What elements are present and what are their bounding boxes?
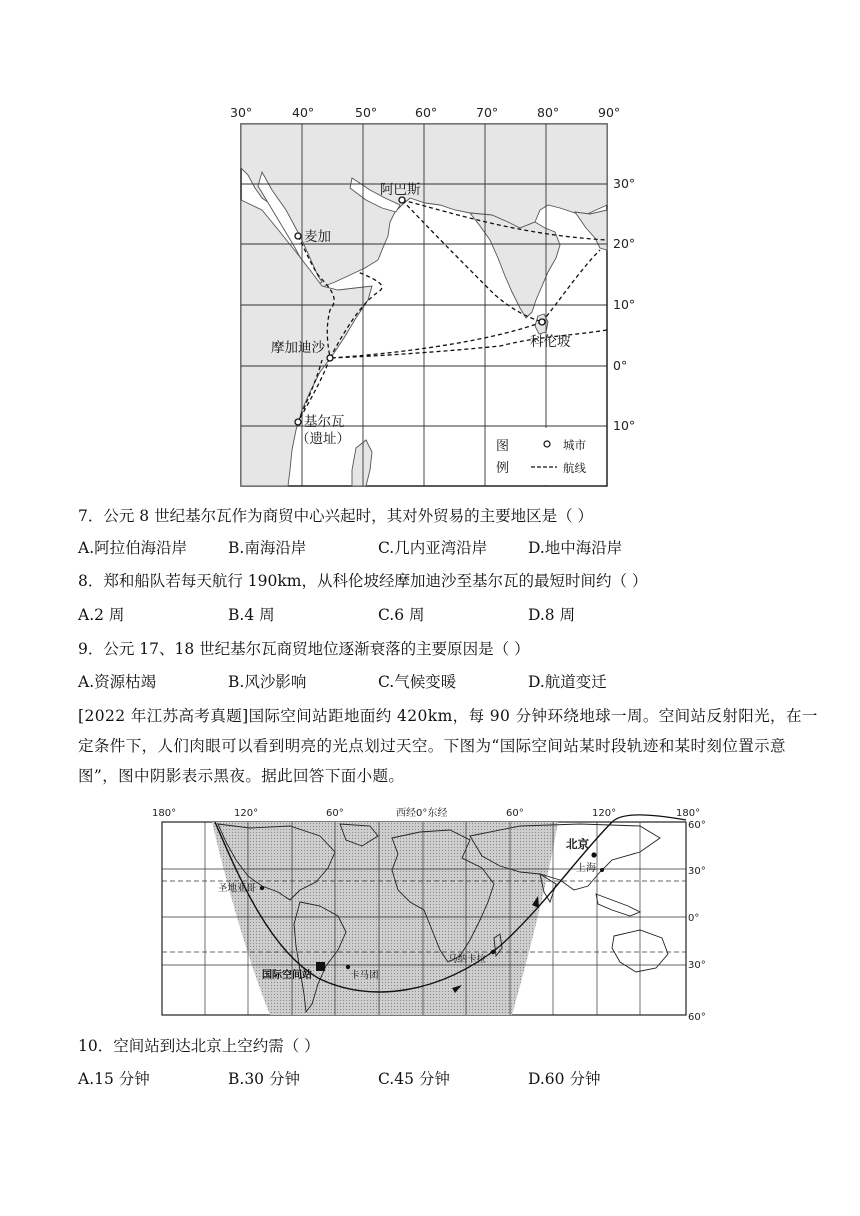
map2-lon-labels xyxy=(152,806,700,819)
iss-orbit-path-upper xyxy=(612,815,686,822)
map2-lon-label: 120° xyxy=(592,808,617,819)
option[interactable]: B.30 分钟 xyxy=(228,1070,300,1088)
map2-lon-label: 西经0°东经 xyxy=(396,808,448,819)
iss-orbit-map xyxy=(148,800,710,1022)
city-label-kilwa-note: （遗址） xyxy=(296,431,350,447)
map2-lat-label: 30° xyxy=(688,866,706,877)
map1-lat-label: 10° xyxy=(613,297,636,312)
map1-lon-label: 60° xyxy=(415,105,438,120)
legend-title-bottom: 例 xyxy=(496,461,510,476)
option[interactable]: C.6 周 xyxy=(378,606,425,624)
map2-lat-label: 30° xyxy=(688,960,706,971)
city-label-abbas: 阿巴斯 xyxy=(380,182,421,198)
map1-lon-label: 30° xyxy=(230,105,253,120)
city-label-mecca: 麦加 xyxy=(304,229,331,245)
city-label-colombo: 科伦坡 xyxy=(530,334,571,350)
map2-lon-label: 180° xyxy=(152,808,177,819)
city-marker xyxy=(327,355,333,361)
map1-lat-label: 0° xyxy=(613,358,628,373)
question-8: 8．郑和船队若每天航行 190km，从科伦坡经摩加迪沙至基尔瓦的最短时间约（ ） xyxy=(78,572,648,590)
map1-lon-labels xyxy=(230,105,620,120)
option[interactable]: D.8 周 xyxy=(528,606,576,624)
place-label-san-diego: 圣地亚哥 xyxy=(218,883,257,894)
option[interactable]: D.60 分钟 xyxy=(528,1070,601,1088)
map1-lat-label: 20° xyxy=(613,236,636,251)
city-marker xyxy=(295,419,301,425)
map2-lon-label: 60° xyxy=(326,808,344,819)
map2-lat-label: 60° xyxy=(688,1012,706,1022)
option[interactable]: A.2 周 xyxy=(78,606,125,624)
city-marker xyxy=(539,319,545,325)
map1-lon-label: 50° xyxy=(355,105,378,120)
city-marker xyxy=(295,233,301,239)
map2-lat-labels xyxy=(688,820,706,1022)
place-marker xyxy=(260,886,264,890)
question-9: 9．公元 17、18 世纪基尔瓦商贸地位逐渐衰落的主要原因是（ ） xyxy=(78,640,530,658)
map1-lat-label: 10° xyxy=(613,418,636,433)
city-label-mogadishu: 摩加迪沙 xyxy=(271,340,325,356)
night-shading xyxy=(212,822,558,1015)
place-marker xyxy=(600,868,604,872)
map2-lat-label: 0° xyxy=(688,913,700,924)
legend-city-label: 城市 xyxy=(563,438,586,452)
place-label-iss: 国际空间站 xyxy=(262,970,312,981)
map1-lon-label: 70° xyxy=(476,105,499,120)
option[interactable]: A.资源枯竭 xyxy=(78,673,157,691)
map1-lon-label: 80° xyxy=(537,105,560,120)
place-label-beijing: 北京 xyxy=(566,837,589,851)
option[interactable]: B.4 周 xyxy=(228,606,275,624)
legend-title-top: 图 xyxy=(496,439,510,454)
iss-marker xyxy=(316,962,325,971)
option[interactable]: C.气候变暖 xyxy=(378,673,457,691)
legend-route-label: 航线 xyxy=(563,461,586,475)
place-marker xyxy=(591,852,596,857)
map1-lat-label: 30° xyxy=(613,176,636,191)
city-label-kilwa: 基尔瓦 xyxy=(304,414,345,430)
legend-city-icon xyxy=(544,441,550,447)
place-marker xyxy=(491,950,495,954)
question-7: 7．公元 8 世纪基尔瓦作为商贸中心兴起时，其对外贸易的主要地区是（ ） xyxy=(78,507,594,525)
option[interactable]: D.航道变迁 xyxy=(528,673,607,691)
option[interactable]: C.几内亚湾沿岸 xyxy=(378,539,488,557)
option[interactable]: B.南海沿岸 xyxy=(228,539,307,557)
option[interactable]: A.阿拉伯海沿岸 xyxy=(78,539,188,557)
option[interactable]: D.地中海沿岸 xyxy=(528,539,623,557)
place-label-cape: 卡马团 xyxy=(350,970,379,981)
option[interactable]: A.15 分钟 xyxy=(78,1070,150,1088)
place-marker xyxy=(346,965,350,969)
map2-lat-label: 60° xyxy=(688,820,706,831)
passage-text: [2022 年江苏高考真题]国际空间站距地面约 420km，每 90 分钟环绕地球一周。空间站反射阳光，在一定条件下，人们肉眼可以看到明亮的光点划过天空。下图为“国际空间站某时段轨迹和某时刻位置示意图”，图中阴影表示黑夜。据此回答下面小题。 xyxy=(78,707,818,785)
place-label-shanghai: 上海 xyxy=(576,863,596,874)
option[interactable]: B.风沙影响 xyxy=(228,673,307,691)
map1-lon-label: 40° xyxy=(292,105,315,120)
map2-lon-label: 180° xyxy=(676,808,701,819)
place-label-madagascar: 马纳卡拉 xyxy=(448,954,487,965)
map2-lon-label: 60° xyxy=(506,808,524,819)
question-10: 10．空间站到达北京上空约需（ ） xyxy=(78,1037,320,1055)
map1-lat-labels xyxy=(613,176,635,433)
map2-lon-label: 120° xyxy=(234,808,259,819)
option[interactable]: C.45 分钟 xyxy=(378,1070,450,1088)
map1-lon-label: 90° xyxy=(598,105,621,120)
indian-ocean-route-map xyxy=(225,100,645,492)
